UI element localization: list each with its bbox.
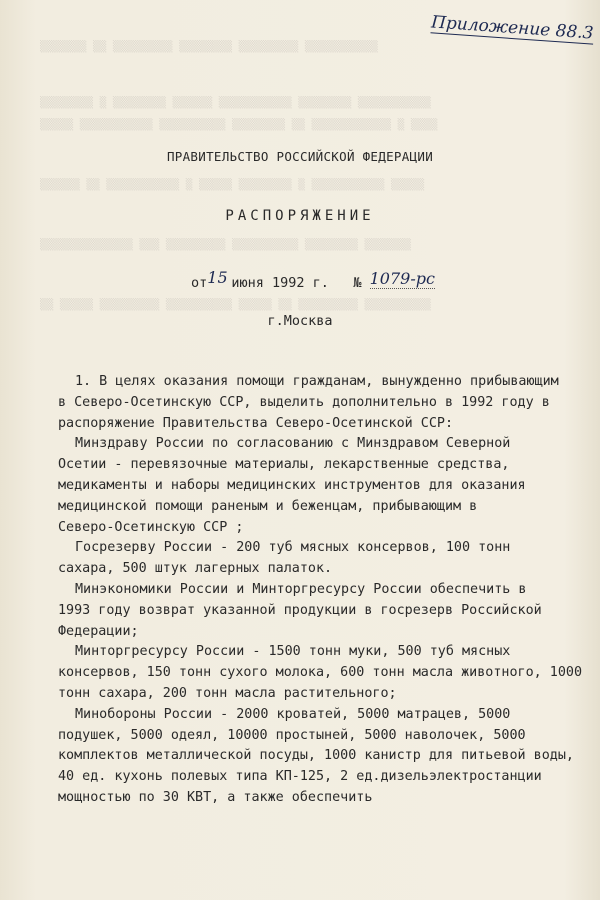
body-line: Осетии - перевязочные материалы, лекарственные средства, xyxy=(58,457,510,473)
body-line: мощностью по 30 КВТ, а также обеспечить xyxy=(58,789,373,805)
body-line: 1993 году возврат указанной продукции в госрезерв Российской xyxy=(58,602,542,618)
body-line: 40 ед. кухонь полевых типа КП-125, 2 ед.дизельэлектростанции xyxy=(58,769,542,785)
bleed-through-text: ▒▒▒▒▒▒▒▒ ▒ ▒▒▒▒▒▒▒▒ ▒▒▒▒▒▒ ▒▒▒▒▒▒▒▒▒▒▒ ▒▒▒▒▒▒▒▒ ▒▒▒▒▒▒▒▒▒▒▒ xyxy=(40,96,431,109)
bleed-through-text: ▒▒▒▒▒▒ ▒▒ ▒▒▒▒▒▒▒▒▒▒▒ ▒ ▒▒▒▒▒ ▒▒▒▒▒▒▒▒ ▒ ▒▒▒▒▒▒▒▒▒▒▒ ▒▒▒▒▒ xyxy=(40,178,425,191)
bleed-through-text: ▒▒▒▒▒ ▒▒▒▒▒▒▒▒▒▒▒ ▒▒▒▒▒▒▒▒▒▒ ▒▒▒▒▒▒▒▒ ▒▒ ▒▒▒▒▒▒▒▒▒▒▒▒ ▒ ▒▒▒▒ xyxy=(40,118,438,131)
handwritten-day: 15 xyxy=(207,268,228,287)
body-line: 1. В целях оказания помощи гражданам, вынужденно прибывающим xyxy=(75,374,559,389)
document-type-heading: РАСПОРЯЖЕНИЕ xyxy=(225,208,375,224)
date-prefix: от xyxy=(191,275,208,291)
government-title: ПРАВИТЕЛЬСТВО РОССИЙСКОЙ ФЕДЕРАЦИИ xyxy=(166,149,434,164)
city-line: г.Москва xyxy=(267,313,333,329)
body-line: Северо-Осетинскую ССР ; xyxy=(58,519,244,535)
body-line: комплектов металлической посуды, 1000 канистр для питьевой воды, xyxy=(58,748,574,764)
body-line: подушек, 5000 одеял, 10000 простыней, 5000 наволочек, 5000 xyxy=(58,727,526,743)
body-line: Минторгресурсу России - 1500 тонн муки, 500 туб мясных xyxy=(75,644,511,660)
body-line: консервов, 150 тонн сухого молока, 600 тонн масла животного, 1000 xyxy=(58,665,583,681)
body-line: сахара, 500 штук лагерных палаток. xyxy=(58,561,333,577)
handwritten-number: 1079-рс xyxy=(369,269,435,288)
number-sign: № xyxy=(353,275,362,291)
body-line: в Северо-Осетинскую ССР, выделить дополнительно в 1992 году в xyxy=(58,394,550,410)
body-line: тонн сахара, 200 тонн масла растительного; xyxy=(58,685,397,701)
decree-body xyxy=(58,372,583,809)
bleed-through-text: ▒▒▒▒▒▒▒▒▒▒▒▒▒▒ ▒▒▒ ▒▒▒▒▒▒▒▒▒ ▒▒▒▒▒▒▒▒▒▒ ▒▒▒▒▒▒▒▒ ▒▒▒▒▒▒▒ xyxy=(40,238,411,251)
bleed-through-text: ▒▒▒▒▒▒▒ ▒▒ ▒▒▒▒▒▒▒▒▒ ▒▒▒▒▒▒▒▒ ▒▒▒▒▒▒▒▒▒ ▒▒▒▒▒▒▒▒▒▒▒ xyxy=(40,40,378,53)
body-line: медицинской помощи раненым и беженцам, прибывающим в xyxy=(58,498,478,514)
body-line: Федерации; xyxy=(58,623,139,639)
body-line: Минздраву России по согласованию с Минздравом Северной xyxy=(75,436,511,452)
date-number-line xyxy=(191,268,435,292)
date-rest: июня 1992 г. xyxy=(231,275,329,291)
body-line: распоряжение Правительства Северо-Осетинской ССР: xyxy=(58,415,454,431)
handwritten-annotation: Приложение 88.3 xyxy=(430,12,595,44)
body-line: медикаменты и наборы медицинских инструментов для оказания xyxy=(58,477,526,493)
body-line: Минэкономики России и Минторгресурсу России обеспечить в xyxy=(75,581,527,597)
bleed-through-text: ▒▒ ▒▒▒▒▒ ▒▒▒▒▒▒▒▒▒ ▒▒▒▒▒▒▒▒▒▒ ▒▒▒▒▒ ▒▒ ▒▒▒▒▒▒▒▒▒ ▒▒▒▒▒▒▒▒▒▒ xyxy=(40,298,431,311)
body-line: Минобороны России - 2000 кроватей, 5000 матрацев, 5000 xyxy=(75,706,511,722)
body-line: Госрезерву России - 200 туб мясных консервов, 100 тонн xyxy=(75,540,511,556)
